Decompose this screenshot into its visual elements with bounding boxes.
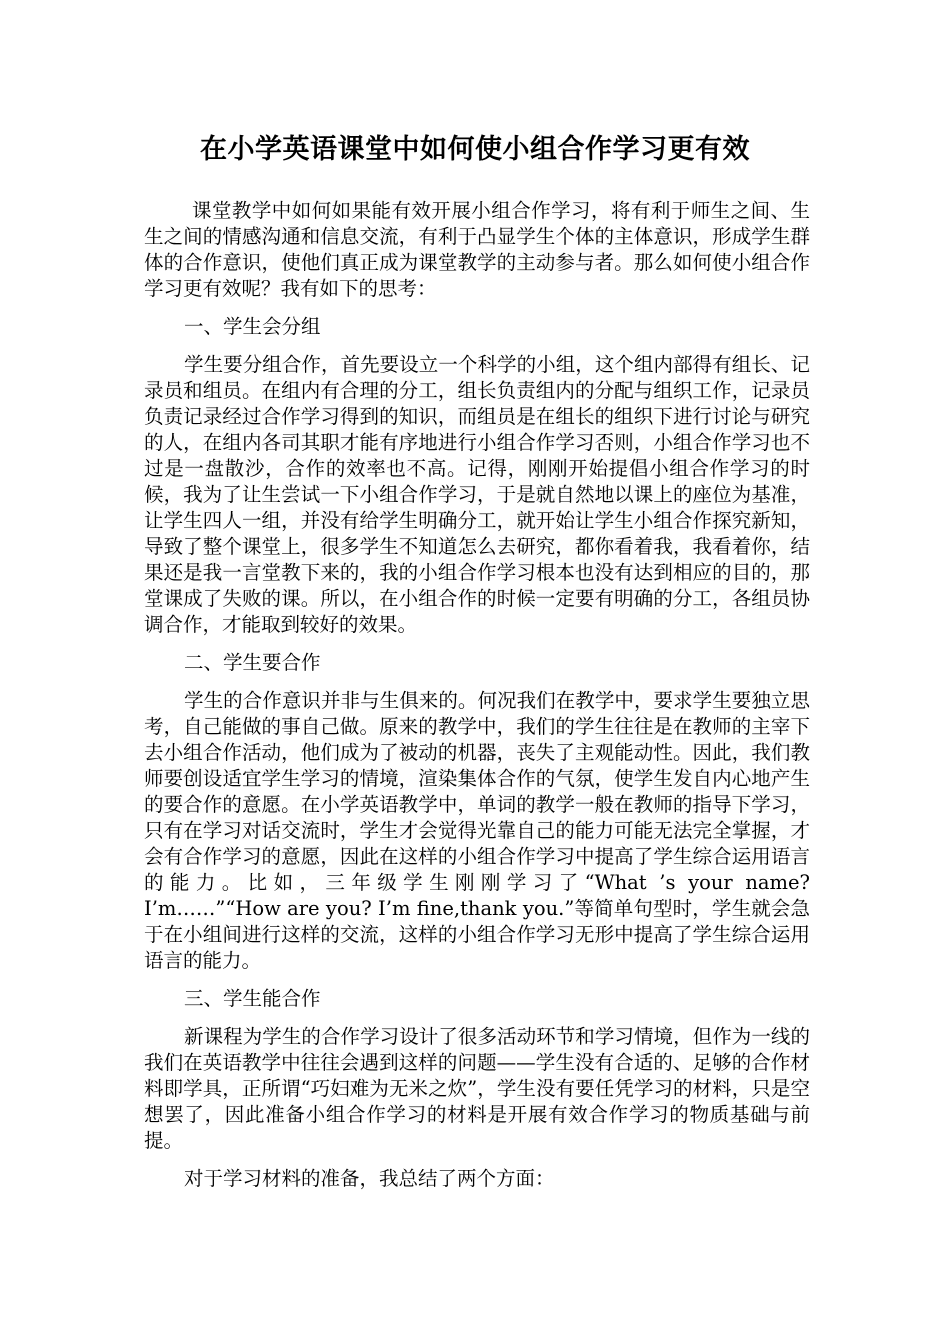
document-body (144, 198, 810, 1204)
paragraph-intro: 课堂教学中如何如果能有效开展小组合作学习，将有利于师生之间、生生之间的情感沟通和信息交流，有利于凸显学生个体的主体意识，形成学生群体的合作意识，使他们真正成为课堂教学的主动参与者。那么如何使小组合作学习更有效呢？我有如下的思考： (144, 199, 810, 300)
section-heading-3: 三、学生能合作 (184, 987, 321, 1010)
paragraph-materials-intro: 对于学习材料的准备，我总结了两个方面： (184, 1167, 555, 1190)
paragraph-section-3: 新课程为学生的合作学习设计了很多活动环节和学习情境，但作为一线的我们在英语教学中往往会遇到这样的问题——学生没有合适的、足够的合作材料即学具，正所谓“巧妇难为无米之炊”，学生没有要任凭学习的材料，只是空想罢了，因此准备小组合作学习的材料是开展有效合作学习的物质基础与前提。 (144, 1025, 810, 1152)
section-heading-1: 一、学生会分组 (184, 315, 321, 338)
paragraph-section-1: 学生要分组合作，首先要设立一个科学的小组，这个组内部得有组长、记录员和组员。在组内有合理的分工，组长负责组内的分配与组织工作，记录员负责记录经过合作学习得到的知识，而组员是在组长的组织下进行讨论与研究的人，在组内各司其职才能有序地进行小组合作学习否则，小组合作学习也不过是一盘散沙，合作的效率也不高。记得，刚刚开始提倡小组合作学习的时候，我为了让生尝试一下小组合作学习，于是就自然地以课上的座位为基准，让学生四人一组，并没有给学生明确分工，就开始让学生小组合作探究新知，导致了整个课堂上，很多学生不知道怎么去研究，都你看着我，我看着你，结果还是我一言堂教下来的，我的小组合作学习根本也没有达到相应的目的，那堂课成了失败的课。所以，在小组合作的时候一定要有明确的分工，各组员协调合作，才能取到较好的效果。 (144, 353, 810, 636)
paragraph-section-2: 学生的合作意识并非与生俱来的。何况我们在教学中，要求学生要独立思考，自己能做的事自己做。原来的教学中，我们的学生往往是在教师的主宰下去小组合作活动，他们成为了被动的机器，丧失了主观能动性。因此，我们教师要创设适宜学生学习的情境，渲染集体合作的气氛，使学生发自内心地产生的要合作的意愿。在小学英语教学中，单词的教学一般在教师的指导下学习，只有在学习对话交流时，学生才会觉得光靠自己的能力可能无法完全掌握，才会有合作学习的意愿，因此在这样的小组合作学习中提高了学生综合运用语言的能力。比如，三年级学生刚刚学习了“What ’s your name? I’m……”“How are you? I’m fine,thank you.”等简单句型时，学生就会急于在小组间进行这样的交流，这样的小组合作学习无形中提高了学生综合运用语言的能力。 (144, 689, 810, 972)
document-title: 在小学英语课堂中如何使小组合作学习更有效 (200, 134, 750, 165)
section-heading-2: 二、学生要合作 (184, 651, 321, 674)
